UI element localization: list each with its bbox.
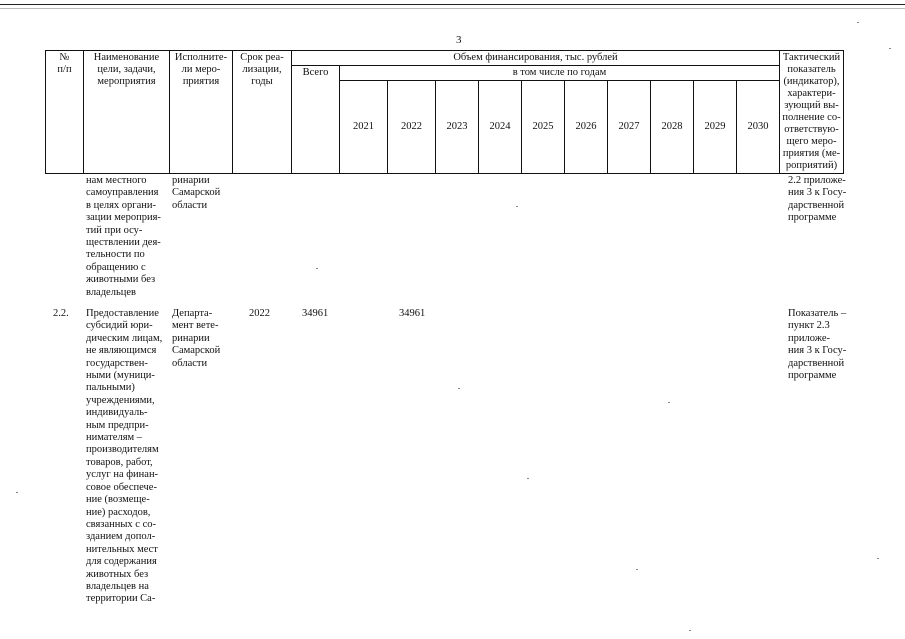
header-year: 2021 [340, 81, 388, 174]
row-2-2-term: 2022 [249, 308, 270, 319]
header-name-text: Наименование цели, задачи, мероприятия [93, 52, 160, 87]
header-indicator [780, 51, 844, 174]
scan-speck [857, 22, 859, 23]
scan-speck [16, 492, 18, 493]
header-term [233, 51, 292, 174]
scan-speck [668, 402, 670, 403]
header-year: 2023 [436, 81, 479, 174]
header-executor-text: Исполните- ли меро- приятия [174, 52, 228, 87]
scan-edge-line-faint [0, 8, 905, 9]
table-header [45, 50, 844, 174]
scan-speck [689, 630, 691, 631]
row-2-2-indicator: Показатель – пункт 2.3 приложе- ния 3 к Госу- дарственной программе [788, 308, 847, 382]
header-term-text: Срок реа- лизации, годы [240, 52, 284, 87]
row-2-2-name: Предоставление субсидий юри- дическим лицам, не являющимся государствен- ными (муници- пальными) учреждениями, индивидуаль- ным предпри- нимателям – производителям товаров, работ, услуг на финан- совое обеспече- ние (возмеще- ние) расходов, связанных с со- зданием допол- нительных мест для содержания животных без владельцев на территории Са- [86, 308, 163, 605]
scan-speck [636, 569, 638, 570]
header-year: 2024 [479, 81, 522, 174]
header-num [46, 51, 84, 174]
header-year: 2026 [565, 81, 608, 174]
header-indicator-text: Тактический показатель (индикатор), характери- зующий вы- полнение со- ответствую- щего меро- приятия (ме- роприятий) [782, 52, 841, 171]
header-year: 2030 [737, 81, 780, 174]
header-year: 2028 [651, 81, 694, 174]
header-year: 2029 [694, 81, 737, 174]
row-2-2-2022: 34961 [399, 308, 426, 319]
header-name [84, 51, 170, 174]
scan-speck [516, 206, 518, 207]
header-num-text: № п/п [57, 52, 72, 75]
scan-speck [527, 478, 529, 479]
continued-row-name: нам местного самоуправления в целях органи- зации мероприя- тий при осу- ществлении дея- тельности по обращению с животными без владельцев [86, 175, 161, 298]
continued-row-executor: ринарии Самарской области [172, 175, 221, 211]
scan-edge-line [0, 4, 905, 5]
scan-speck [458, 388, 460, 389]
header-year: 2025 [522, 81, 565, 174]
row-2-2-executor: Департа- мент вете- ринарии Самарской области [172, 308, 221, 369]
header-by-years: в том числе по годам [340, 66, 780, 81]
header-funding: Объем финансирования, тыс. рублей [292, 51, 780, 66]
scan-speck [316, 268, 318, 269]
header-executor [170, 51, 233, 174]
header-year: 2027 [608, 81, 651, 174]
header-year: 2022 [388, 81, 436, 174]
header-total: Всего [292, 66, 340, 174]
scan-speck [889, 48, 891, 49]
row-2-2-total: 34961 [302, 308, 329, 319]
row-2-2-num: 2.2. [53, 308, 69, 319]
page-number: 3 [456, 34, 462, 46]
continued-row-indicator: 2.2 приложе- ния 3 к Госу- дарственной программе [788, 175, 847, 224]
scan-speck [877, 558, 879, 559]
